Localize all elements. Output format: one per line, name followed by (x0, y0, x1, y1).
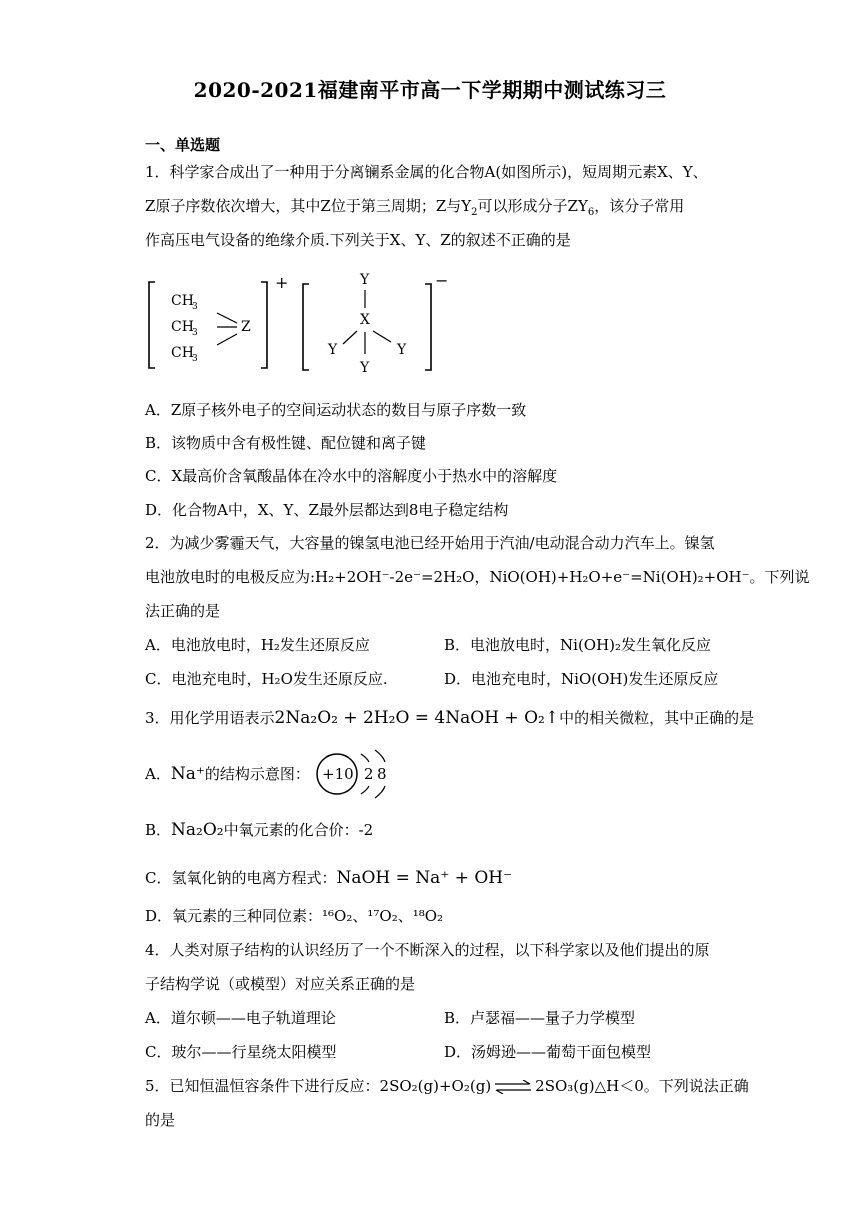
svg-text:CH: CH (171, 319, 194, 335)
svg-text:Y: Y (328, 342, 338, 358)
svg-text:+10: +10 (322, 765, 354, 783)
svg-text:2: 2 (364, 765, 374, 783)
q3-option-c[interactable]: C．氢氧化钠的电离方程式：NaOH = Na⁺ + OH⁻ (145, 868, 513, 888)
q3-option-d[interactable]: D．氧元素的三种同位素：¹⁶O₂、¹⁷O₂、¹⁸O₂ (145, 907, 444, 925)
q2-option-d[interactable]: D．电池充电时，NiO(OH)发生还原反应 (444, 670, 719, 688)
svg-text:Y: Y (397, 342, 407, 358)
svg-text:8: 8 (377, 765, 387, 783)
equilibrium-arrow-icon (493, 1080, 533, 1094)
q4-option-d[interactable]: D．汤姆逊——葡萄干面包模型 (444, 1043, 652, 1061)
q3-option-a[interactable]: A．Na⁺的结构示意图： (145, 764, 310, 784)
svg-text:3: 3 (192, 302, 198, 312)
q2-option-b[interactable]: B．电池放电时，Ni(OH)₂发生氧化反应 (444, 636, 712, 654)
section-heading: 一、单选题 (145, 136, 221, 154)
svg-text:Z: Z (241, 319, 251, 335)
q2-stem-line1: 2．为减少雾霾天气，大容量的镍氢电池已经开始用于汽油/电动混合动力汽车上。镍氢 (145, 534, 715, 552)
q2-stem-line3: 法正确的是 (145, 602, 221, 620)
svg-text:CH: CH (171, 293, 194, 309)
q1-option-d[interactable]: D．化合物A中，X、Y、Z最外层都达到8电子稳定结构 (145, 501, 509, 519)
q2-option-a[interactable]: A．电池放电时，H₂发生还原反应 (145, 636, 370, 654)
q3-option-b[interactable]: B．Na₂O₂中氧元素的化合价：-2 (145, 820, 374, 840)
q1-stem-line1: 1．科学家合成出了一种用于分离镧系金属的化合物A(如图所示)，短周期元素X、Y、 (145, 163, 708, 181)
page-title: 2020-2021福建南平市高一下学期期中测试练习三 (193, 78, 667, 102)
q1-option-b[interactable]: B．该物质中含有极性键、配位键和离子键 (145, 434, 427, 452)
q3-equation: 2Na₂O₂ + 2H₂O = 4NaOH + O₂↑ (274, 708, 560, 728)
q4-option-b[interactable]: B．卢瑟福——量子力学模型 (444, 1009, 636, 1027)
q1-stem-line3: 作高压电气设备的绝缘介质.下列关于X、Y、Z的叙述不正确的是 (145, 231, 571, 249)
q1-option-a[interactable]: A．Z原子核外电子的空间运动状态的数目与原子序数一致 (145, 401, 527, 419)
sodium-ion-structure-diagram (313, 744, 393, 804)
svg-text:CH: CH (171, 345, 194, 361)
q1-stem-line2: Z原子序数依次增大，其中Z位于第三周期；Z与$Y_2$可以形成分子$ZY_6$，该分子常用 (145, 197, 685, 218)
q4-stem-line1: 4．人类对原子结构的认识经历了一个不断深入的过程，以下科学家以及他们提出的原 (145, 941, 710, 959)
svg-text:Y: Y (360, 272, 370, 288)
q4-option-c[interactable]: C．玻尔——行星绕太阳模型 (145, 1043, 337, 1061)
svg-text:3: 3 (192, 328, 198, 338)
q5-stem-line1: 5．已知恒温恒容条件下进行反应：2SO₂(g)+O₂(g) 2SO₃(g)△H＜0。下列说法正确 (145, 1077, 749, 1095)
svg-text:X: X (360, 312, 370, 328)
q4-stem-line2: 子结构学说（或模型）对应关系正确的是 (145, 975, 416, 993)
q3-stem: 3．用化学用语表示2Na₂O₂ + 2H₂O = 4NaOH + O₂↑中的相关微粒，其中正确的是 (145, 708, 755, 728)
compound-a-structure (145, 268, 465, 383)
svg-text:Y: Y (360, 360, 370, 376)
q5-stem-line2: 的是 (145, 1111, 176, 1129)
svg-text:3: 3 (192, 354, 198, 364)
q1-option-c[interactable]: C．X最高价含氧酸晶体在冷水中的溶解度小于热水中的溶解度 (145, 467, 558, 485)
svg-text:+: + (275, 273, 289, 292)
svg-text:−: − (435, 271, 449, 290)
q2-stem-line2: 电池放电时的电极反应为:H₂+2OH⁻-2e⁻=2H₂O，NiO(OH)+H₂O+e⁻=Ni(OH)₂+OH⁻。下列说 (145, 568, 810, 586)
q2-option-c[interactable]: C．电池充电时，H₂O发生还原反应. (145, 670, 388, 688)
q4-option-a[interactable]: A．道尔顿——电子轨道理论 (145, 1009, 336, 1027)
